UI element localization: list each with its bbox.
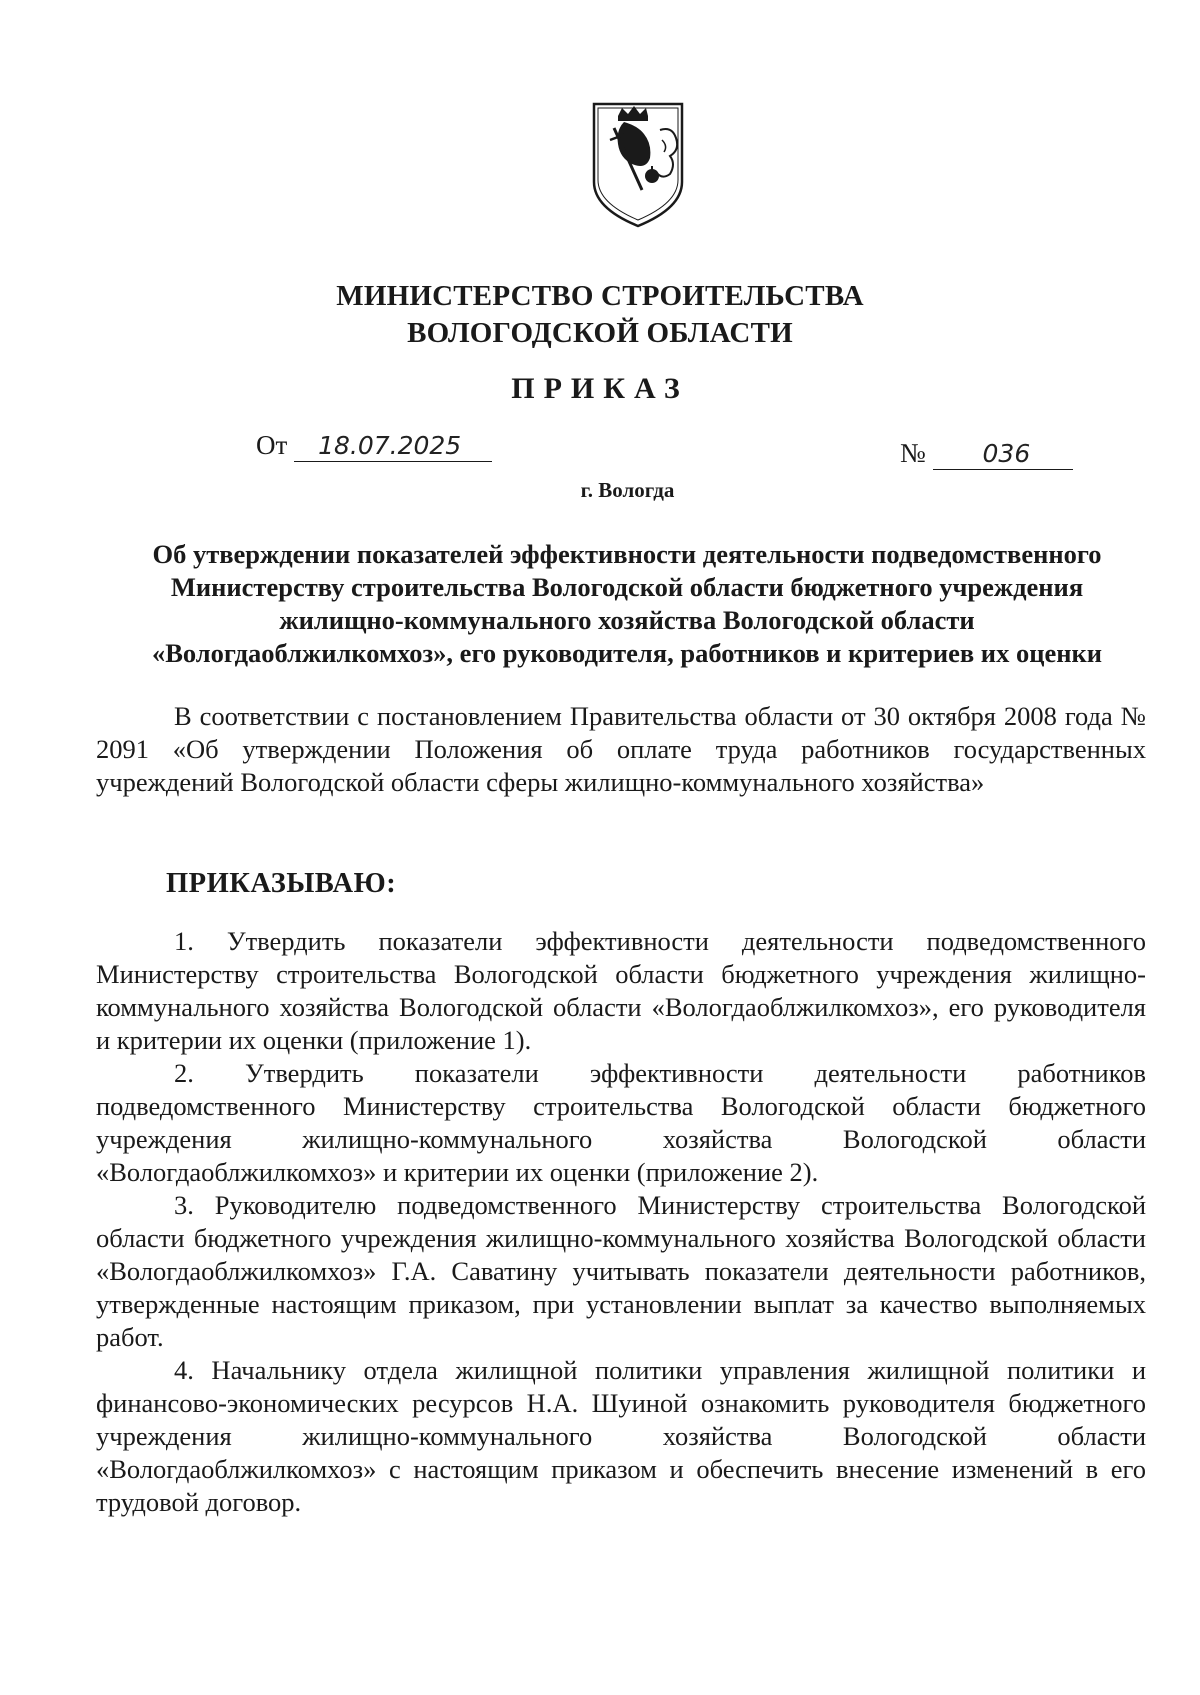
city: г. Вологда <box>580 478 675 502</box>
title-line-3: жилищно-коммунального хозяйства Вологодской области <box>279 605 975 635</box>
order-item-4: 4. Начальнику отдела жилищной политики управления жилищной политики и финансово-экономических ресурсов Н.А. Шуиной ознакомить руководителя бюджетного учреждения жилищно-коммунального хозяйства Вологодской области «Вологдаоблжилкомхоз» с настоящим приказом и обеспечить внесение изменений в его трудовой договор. <box>96 1355 1146 1517</box>
number-field <box>900 438 1073 470</box>
title-line-1: Об утверждении показателей эффективности деятельности подведомственного <box>152 539 1102 569</box>
document-title <box>112 538 1142 670</box>
order-item-3: 3. Руководителю подведомственного Министерству строительства Вологодской области бюджетного учреждения жилищно-коммунального хозяйства Вологодской области «Вологдаоблжилкомхоз» Г.А. Саватину учитывать показатели деятельности работников, утвержденные настоящим приказом, при установлении выплат за качество выполняемых работ. <box>96 1190 1146 1352</box>
document-type: ПРИКАЗ <box>511 372 689 405</box>
title-line-2: Министерству строительства Вологодской области бюджетного учреждения <box>170 572 1084 602</box>
order-items <box>96 925 1146 1519</box>
number-label: № <box>900 438 926 468</box>
coat-of-arms-icon <box>590 100 686 230</box>
date-value: 18.07.2025 <box>294 431 492 462</box>
ministry-name <box>0 278 1200 352</box>
date-label: От <box>256 430 288 460</box>
order-item-1: 1. Утвердить показатели эффективности деятельности подведомственного Министерству строительства Вологодской области бюджетного учреждения жилищно-коммунального хозяйства Вологодской области «Вологдаоблжилкомхоз», его руководителя и критерии их оценки (приложение 1). <box>96 926 1146 1055</box>
title-line-4: «Вологдаоблжилкомхоз», его руководителя, работников и критериев их оценки <box>151 638 1103 668</box>
order-item-2: 2. Утвердить показатели эффективности деятельности работников подведомственного Министерству строительства Вологодской области бюджетного учреждения жилищно-коммунального хозяйства Вологодской области «Вологдаоблжилкомхоз» и критерии их оценки (приложение 2). <box>96 1058 1146 1187</box>
ordered-heading: ПРИКАЗЫВАЮ: <box>166 868 397 899</box>
ministry-line-2: ВОЛОГОДСКОЙ ОБЛАСТИ <box>407 317 793 349</box>
ministry-line-1: МИНИСТЕРСТВО СТРОИТЕЛЬСТВА <box>336 280 864 312</box>
date-field <box>256 430 492 462</box>
preamble: В соответствии с постановлением Правительства области от 30 октября 2008 года № 2091 «Об утверждении Положения об оплате труда работников государственных учреждений Вологодской области сферы жилищно-коммунального хозяйства» <box>96 701 1146 797</box>
number-value: 036 <box>933 439 1073 470</box>
